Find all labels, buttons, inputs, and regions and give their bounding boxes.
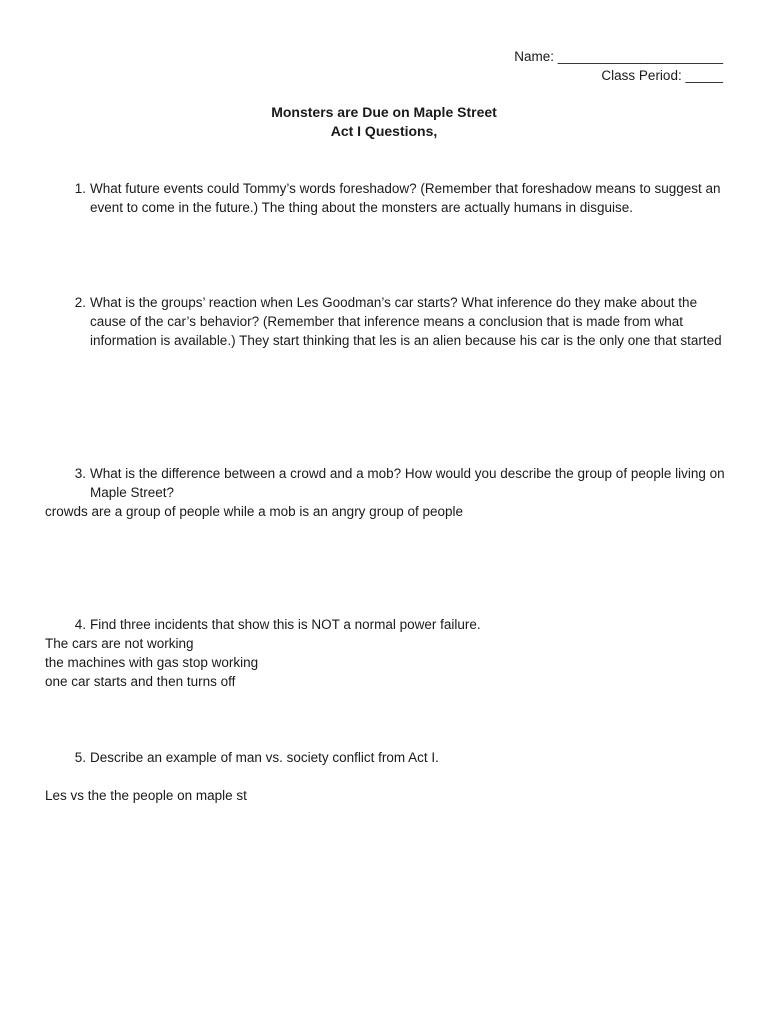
question-text: What is the difference between a crowd and a mob? How would you describe the group of people living on Maple Street? — [90, 466, 725, 500]
class-period-field: Class Period: _____ — [601, 68, 723, 83]
question-number: 3. — [74, 466, 86, 481]
answer-3-line-1: crowds are a group of people while a mob is an angry group of people — [45, 504, 464, 519]
worksheet-title: Monsters are Due on Maple Street — [271, 104, 497, 120]
question-number: 5. — [74, 750, 86, 765]
question-text: What future events could Tommy’s words foreshadow? (Remember that foreshadow means to suggest an event to come in the future.) The thing about the monsters are actually humans in disguise. — [90, 181, 721, 215]
answer-5-line-1: Les vs the the people on maple st — [45, 788, 247, 803]
question-number: 4. — [74, 617, 86, 632]
question-number: 2. — [74, 295, 86, 310]
answer-4-line-2: the machines with gas stop working — [45, 655, 259, 670]
name-field: Name: ______________________ — [514, 49, 723, 64]
answer-4-line-1: The cars are not working — [45, 636, 194, 651]
question-text: What is the groups’ reaction when Les Goodman’s car starts? What inference do they make about the cause of the car’s behavior? (Remember that inference means a conclusion that is made from what information is available.) They start thinking that les is an alien because his car is the only one that started — [90, 295, 722, 348]
question-text: Describe an example of man vs. society conflict from Act I. — [90, 750, 439, 765]
answer-4-line-3: one car starts and then turns off — [45, 674, 236, 689]
question-number: 1. — [74, 181, 86, 196]
question-text: Find three incidents that show this is NOT a normal power failure. — [90, 617, 481, 632]
worksheet-subtitle: Act I Questions, — [330, 123, 438, 139]
